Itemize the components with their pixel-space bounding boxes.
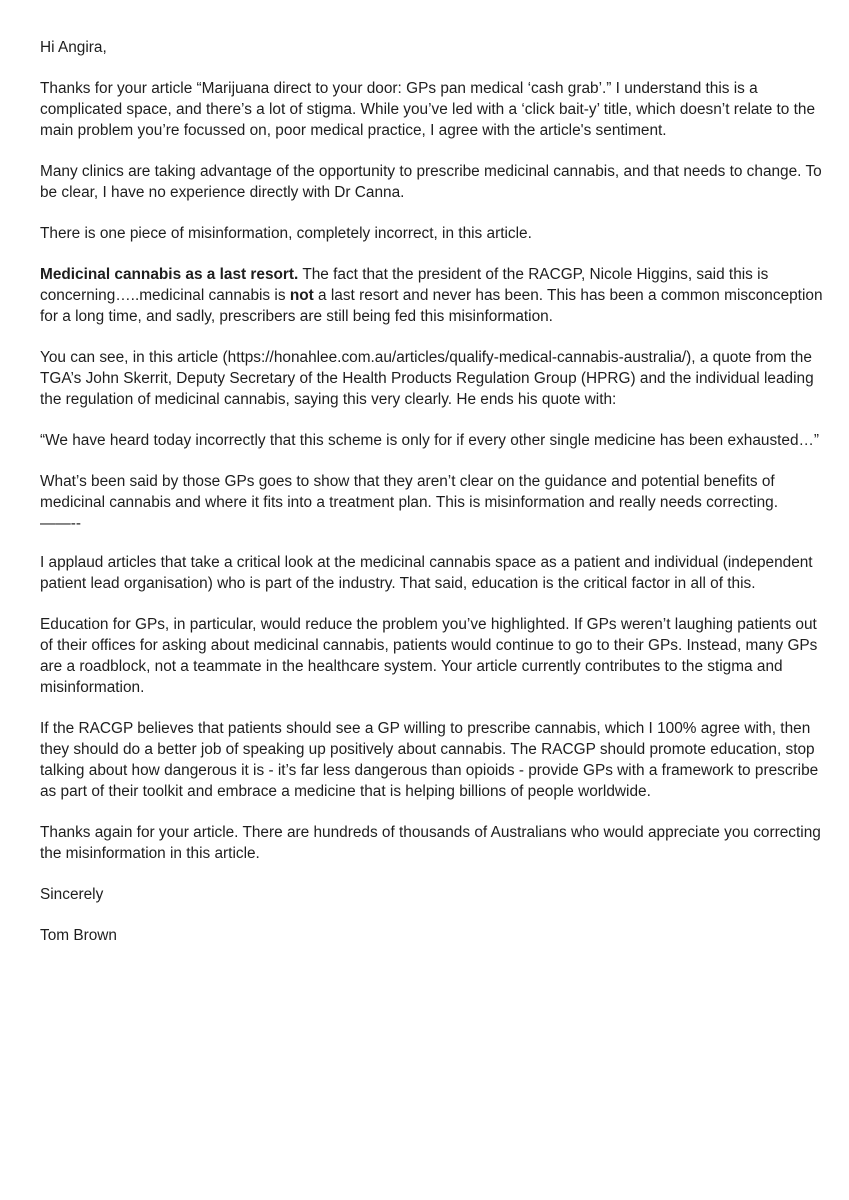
last-resort-text-a: The fact that the president of the RACGP, Nicole Higgins, said this is concerning…..medicinal cannabis is bbox=[40, 266, 769, 304]
paragraph-clinics: Many clinics are taking advantage of the opportunity to prescribe medicinal cannabis, and that needs to change. To be clear, I have no experience directly with Dr Canna. bbox=[40, 163, 822, 201]
paragraph-last-resort bbox=[40, 264, 830, 327]
letter-closing: Sincerely bbox=[40, 886, 104, 903]
separator-rule: ——-- bbox=[40, 515, 82, 532]
paragraph-quote: “We have heard today incorrectly that this scheme is only for if every other single medicine has been exhausted…” bbox=[40, 432, 820, 449]
last-resort-heading: Medicinal cannabis as a last resort. bbox=[40, 266, 299, 283]
paragraph-tga-reference: You can see, in this article (https://honahlee.com.au/articles/qualify-medical-cannabis-australia/), a quote from the TGA’s John Skerrit, Deputy Secretary of the Health Products Regulation Group (HPRG) and the individual leading the regulation of medicinal cannabis, saying this very clearly. He ends his quote with: bbox=[40, 349, 814, 408]
paragraph-gp-guidance bbox=[40, 471, 830, 534]
letter-greeting: Hi Angira, bbox=[40, 39, 107, 56]
gp-guidance-text: What’s been said by those GPs goes to show that they aren’t clear on the guidance and potential benefits of medicinal cannabis and where it fits into a treatment plan. This is misinformation and really needs correcting. bbox=[40, 473, 778, 511]
paragraph-thanks: Thanks again for your article. There are hundreds of thousands of Australians who would appreciate you correcting the misinformation in this article. bbox=[40, 824, 821, 862]
last-resort-text-b: a last resort and never has been. This has been a common misconception for a long time, and sadly, prescribers are still being fed this misinformation. bbox=[40, 287, 823, 325]
paragraph-education: Education for GPs, in particular, would reduce the problem you’ve highlighted. If GPs weren’t laughing patients out of their offices for asking about medicinal cannabis, patients would continue to go to their GPs. Instead, many GPs are a roadblock, not a teammate in the healthcare system. Your article currently contributes to the stigma and misinformation. bbox=[40, 616, 818, 696]
paragraph-racgp: If the RACGP believes that patients should see a GP willing to prescribe cannabis, which I 100% agree with, then they should do a better job of speaking up positively about cannabis. The RACGP should promote education, stop talking about how dangerous it is - it’s far less dangerous than opioids - provide GPs with a framework to prescribe as part of their toolkit and embrace a medicine that is helping billions of people worldwide. bbox=[40, 720, 819, 800]
letter-signature: Tom Brown bbox=[40, 927, 117, 944]
letter-body bbox=[40, 37, 830, 966]
paragraph-misinformation-statement: There is one piece of misinformation, completely incorrect, in this article. bbox=[40, 225, 532, 242]
paragraph-article-intro: Thanks for your article “Marijuana direct to your door: GPs pan medical ‘cash grab’.” I understand this is a complicated space, and there’s a lot of stigma. While you’ve led with a ‘click bait-y’ title, which doesn’t relate to the main problem you’re focussed on, poor medical practice, I agree with the article's sentiment. bbox=[40, 80, 816, 139]
emphasis-not: not bbox=[289, 287, 314, 304]
paragraph-applaud: I applaud articles that take a critical look at the medicinal cannabis space as a patient and individual (independent patient lead organisation) who is part of the industry. That said, education is the critical factor in all of this. bbox=[40, 554, 813, 592]
